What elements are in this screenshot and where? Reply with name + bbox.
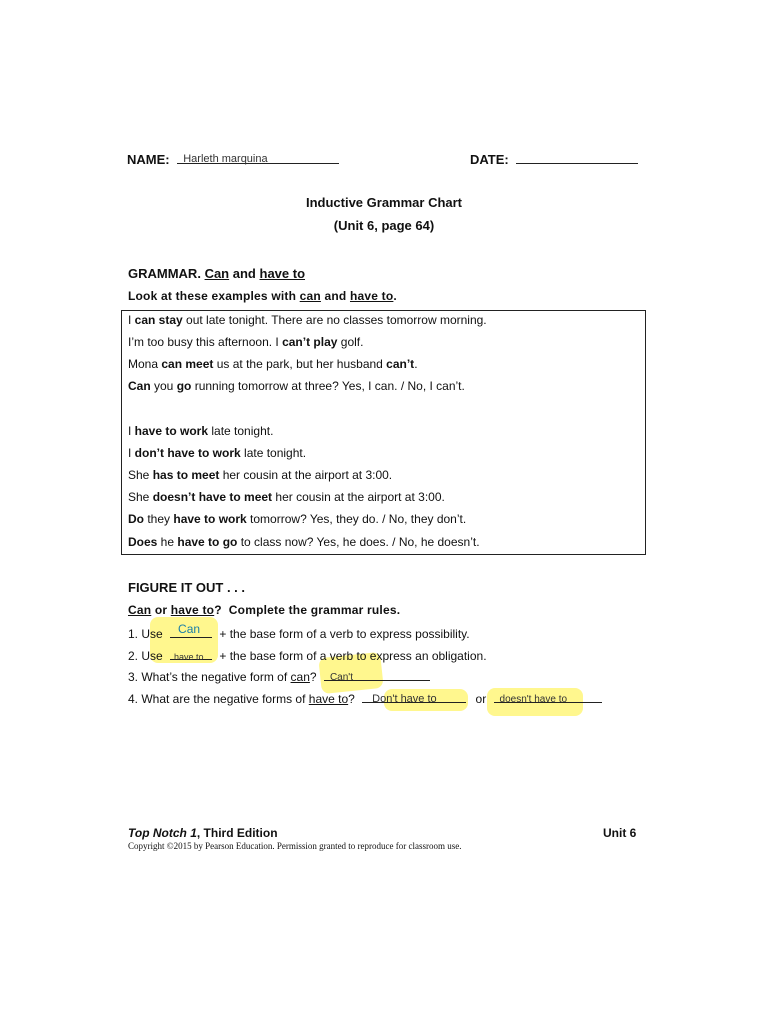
name-label: NAME: bbox=[127, 152, 170, 167]
sentence-text: they bbox=[144, 512, 174, 526]
example-sentence bbox=[128, 357, 418, 371]
example-sentence bbox=[128, 535, 480, 549]
emphasized-phrase: have to go bbox=[177, 535, 238, 549]
figure-heading: FIGURE IT OUT . . . bbox=[128, 580, 245, 595]
sentence-text: running tomorrow at three? Yes, I can. / No, I can’t. bbox=[191, 379, 465, 393]
heading-prefix: GRAMMAR. bbox=[128, 266, 201, 281]
q1-prefix: 1. Use bbox=[128, 627, 163, 641]
emphasized-phrase: can meet bbox=[161, 357, 214, 371]
q2-answer-field[interactable] bbox=[170, 647, 212, 660]
fig-term-have-to: have to bbox=[170, 603, 215, 617]
name-value: Harleth marquina bbox=[183, 153, 268, 165]
fig-term-can: Can bbox=[128, 603, 152, 617]
sentence-text: he bbox=[157, 535, 178, 549]
heading-term-can: Can bbox=[204, 266, 230, 281]
page-title: Inductive Grammar Chart bbox=[305, 195, 463, 210]
q1-suffix: + the base form of a verb to express possibility. bbox=[219, 627, 470, 641]
sentence-text: out late tonight. There are no classes tomorrow morning. bbox=[182, 313, 487, 327]
emphasized-phrase: has to meet bbox=[152, 468, 220, 482]
question-2 bbox=[128, 647, 487, 663]
book-title-italic: Top Notch 1 bbox=[128, 826, 197, 840]
sentence-text: to class now? Yes, he does. / No, he doesn’t. bbox=[237, 535, 480, 549]
instr-term-have-to: have to bbox=[349, 289, 394, 303]
emphasized-phrase: Can bbox=[128, 379, 151, 393]
q4-answer2: doesn't have to bbox=[499, 694, 568, 705]
q3-qmark: ? bbox=[309, 670, 317, 684]
q3-prefix: 3. What’s the negative form of bbox=[128, 670, 288, 684]
emphasized-phrase: have to work bbox=[134, 424, 209, 438]
sentence-text: She bbox=[128, 468, 153, 482]
date-label: DATE: bbox=[470, 152, 509, 167]
sentence-text: her cousin at the airport at 3:00. bbox=[272, 490, 445, 504]
sentence-text: tomorrow? Yes, they do. / No, they don’t. bbox=[246, 512, 467, 526]
q4-or: or bbox=[475, 692, 487, 706]
example-sentence bbox=[128, 468, 392, 482]
q3-term: can bbox=[290, 670, 310, 684]
examples-box bbox=[121, 310, 646, 555]
emphasized-phrase: can stay bbox=[134, 313, 183, 327]
example-sentence bbox=[128, 335, 363, 349]
example-sentence bbox=[128, 424, 273, 438]
example-sentence bbox=[128, 379, 465, 393]
emphasized-phrase: Does bbox=[128, 535, 158, 549]
question-4 bbox=[128, 690, 602, 706]
grammar-heading bbox=[128, 266, 305, 281]
instr-prefix: Look at these examples with bbox=[128, 289, 297, 303]
grammar-instruction bbox=[128, 289, 397, 303]
q4-answer1: Don't have to bbox=[372, 693, 437, 705]
heading-term-have-to: have to bbox=[259, 266, 306, 281]
sentence-text: us at the park, but her husband bbox=[213, 357, 387, 371]
q4-prefix: 4. What are the negative forms of bbox=[128, 692, 306, 706]
q2-answer: have to bbox=[174, 652, 204, 662]
copyright-notice: Copyright ©2015 by Pearson Education. Permission granted to reproduce for classroom use. bbox=[128, 841, 462, 851]
emphasized-phrase: don’t have to work bbox=[134, 446, 241, 460]
name-field[interactable] bbox=[177, 151, 339, 164]
unit-label: Unit 6 bbox=[603, 826, 637, 840]
example-sentence bbox=[128, 313, 487, 327]
sentence-text: I’m too busy this afternoon. I bbox=[128, 335, 283, 349]
q4-qmark: ? bbox=[348, 692, 355, 706]
heading-and: and bbox=[232, 266, 256, 281]
sentence-text: I bbox=[128, 424, 135, 438]
sentence-text: golf. bbox=[337, 335, 364, 349]
book-title bbox=[128, 826, 278, 840]
date-field[interactable] bbox=[516, 151, 638, 164]
name-row bbox=[127, 151, 339, 167]
emphasized-phrase: Do bbox=[128, 512, 144, 526]
sentence-text: . bbox=[414, 357, 418, 371]
sentence-text: late tonight. bbox=[240, 446, 307, 460]
example-sentence bbox=[128, 490, 445, 504]
book-edition: , Third Edition bbox=[196, 826, 278, 840]
instr-term-can: can bbox=[299, 289, 321, 303]
q2-suffix: + the base form of a verb to express an obligation. bbox=[219, 649, 487, 663]
date-row bbox=[470, 151, 638, 167]
q2-prefix: 2. Use bbox=[128, 649, 163, 663]
instr-and: and bbox=[324, 289, 347, 303]
emphasized-phrase: have to work bbox=[173, 512, 247, 526]
sentence-text: late tonight. bbox=[208, 424, 274, 438]
emphasized-phrase: doesn’t have to meet bbox=[152, 490, 273, 504]
sentence-text: I bbox=[128, 446, 135, 460]
emphasized-phrase: can’t play bbox=[282, 335, 338, 349]
q4-term: have to bbox=[308, 692, 349, 706]
q4-answer2-field[interactable] bbox=[494, 690, 602, 703]
sentence-text: Mona bbox=[128, 357, 162, 371]
sentence-text: her cousin at the airport at 3:00. bbox=[219, 468, 393, 482]
example-sentence bbox=[128, 446, 306, 460]
q3-answer-field[interactable] bbox=[324, 668, 430, 681]
question-3 bbox=[128, 668, 430, 684]
instr-end: . bbox=[393, 289, 397, 303]
page-subtitle: (Unit 6, page 64) bbox=[333, 218, 435, 233]
question-1 bbox=[128, 622, 470, 641]
fig-rest: ? Complete the grammar rules. bbox=[214, 603, 401, 617]
fig-or: or bbox=[154, 603, 168, 617]
q4-answer1-field[interactable] bbox=[362, 690, 466, 703]
sentence-text: you bbox=[150, 379, 177, 393]
example-sentence bbox=[128, 512, 466, 526]
emphasized-phrase: go bbox=[176, 379, 192, 393]
q1-answer: Can bbox=[178, 622, 201, 636]
figure-instruction bbox=[128, 603, 400, 617]
emphasized-phrase: can’t bbox=[386, 357, 415, 371]
q3-answer: Can't bbox=[329, 672, 353, 683]
sentence-text: She bbox=[128, 490, 153, 504]
sentence-text: I bbox=[128, 313, 135, 327]
q1-answer-field[interactable] bbox=[170, 622, 212, 638]
